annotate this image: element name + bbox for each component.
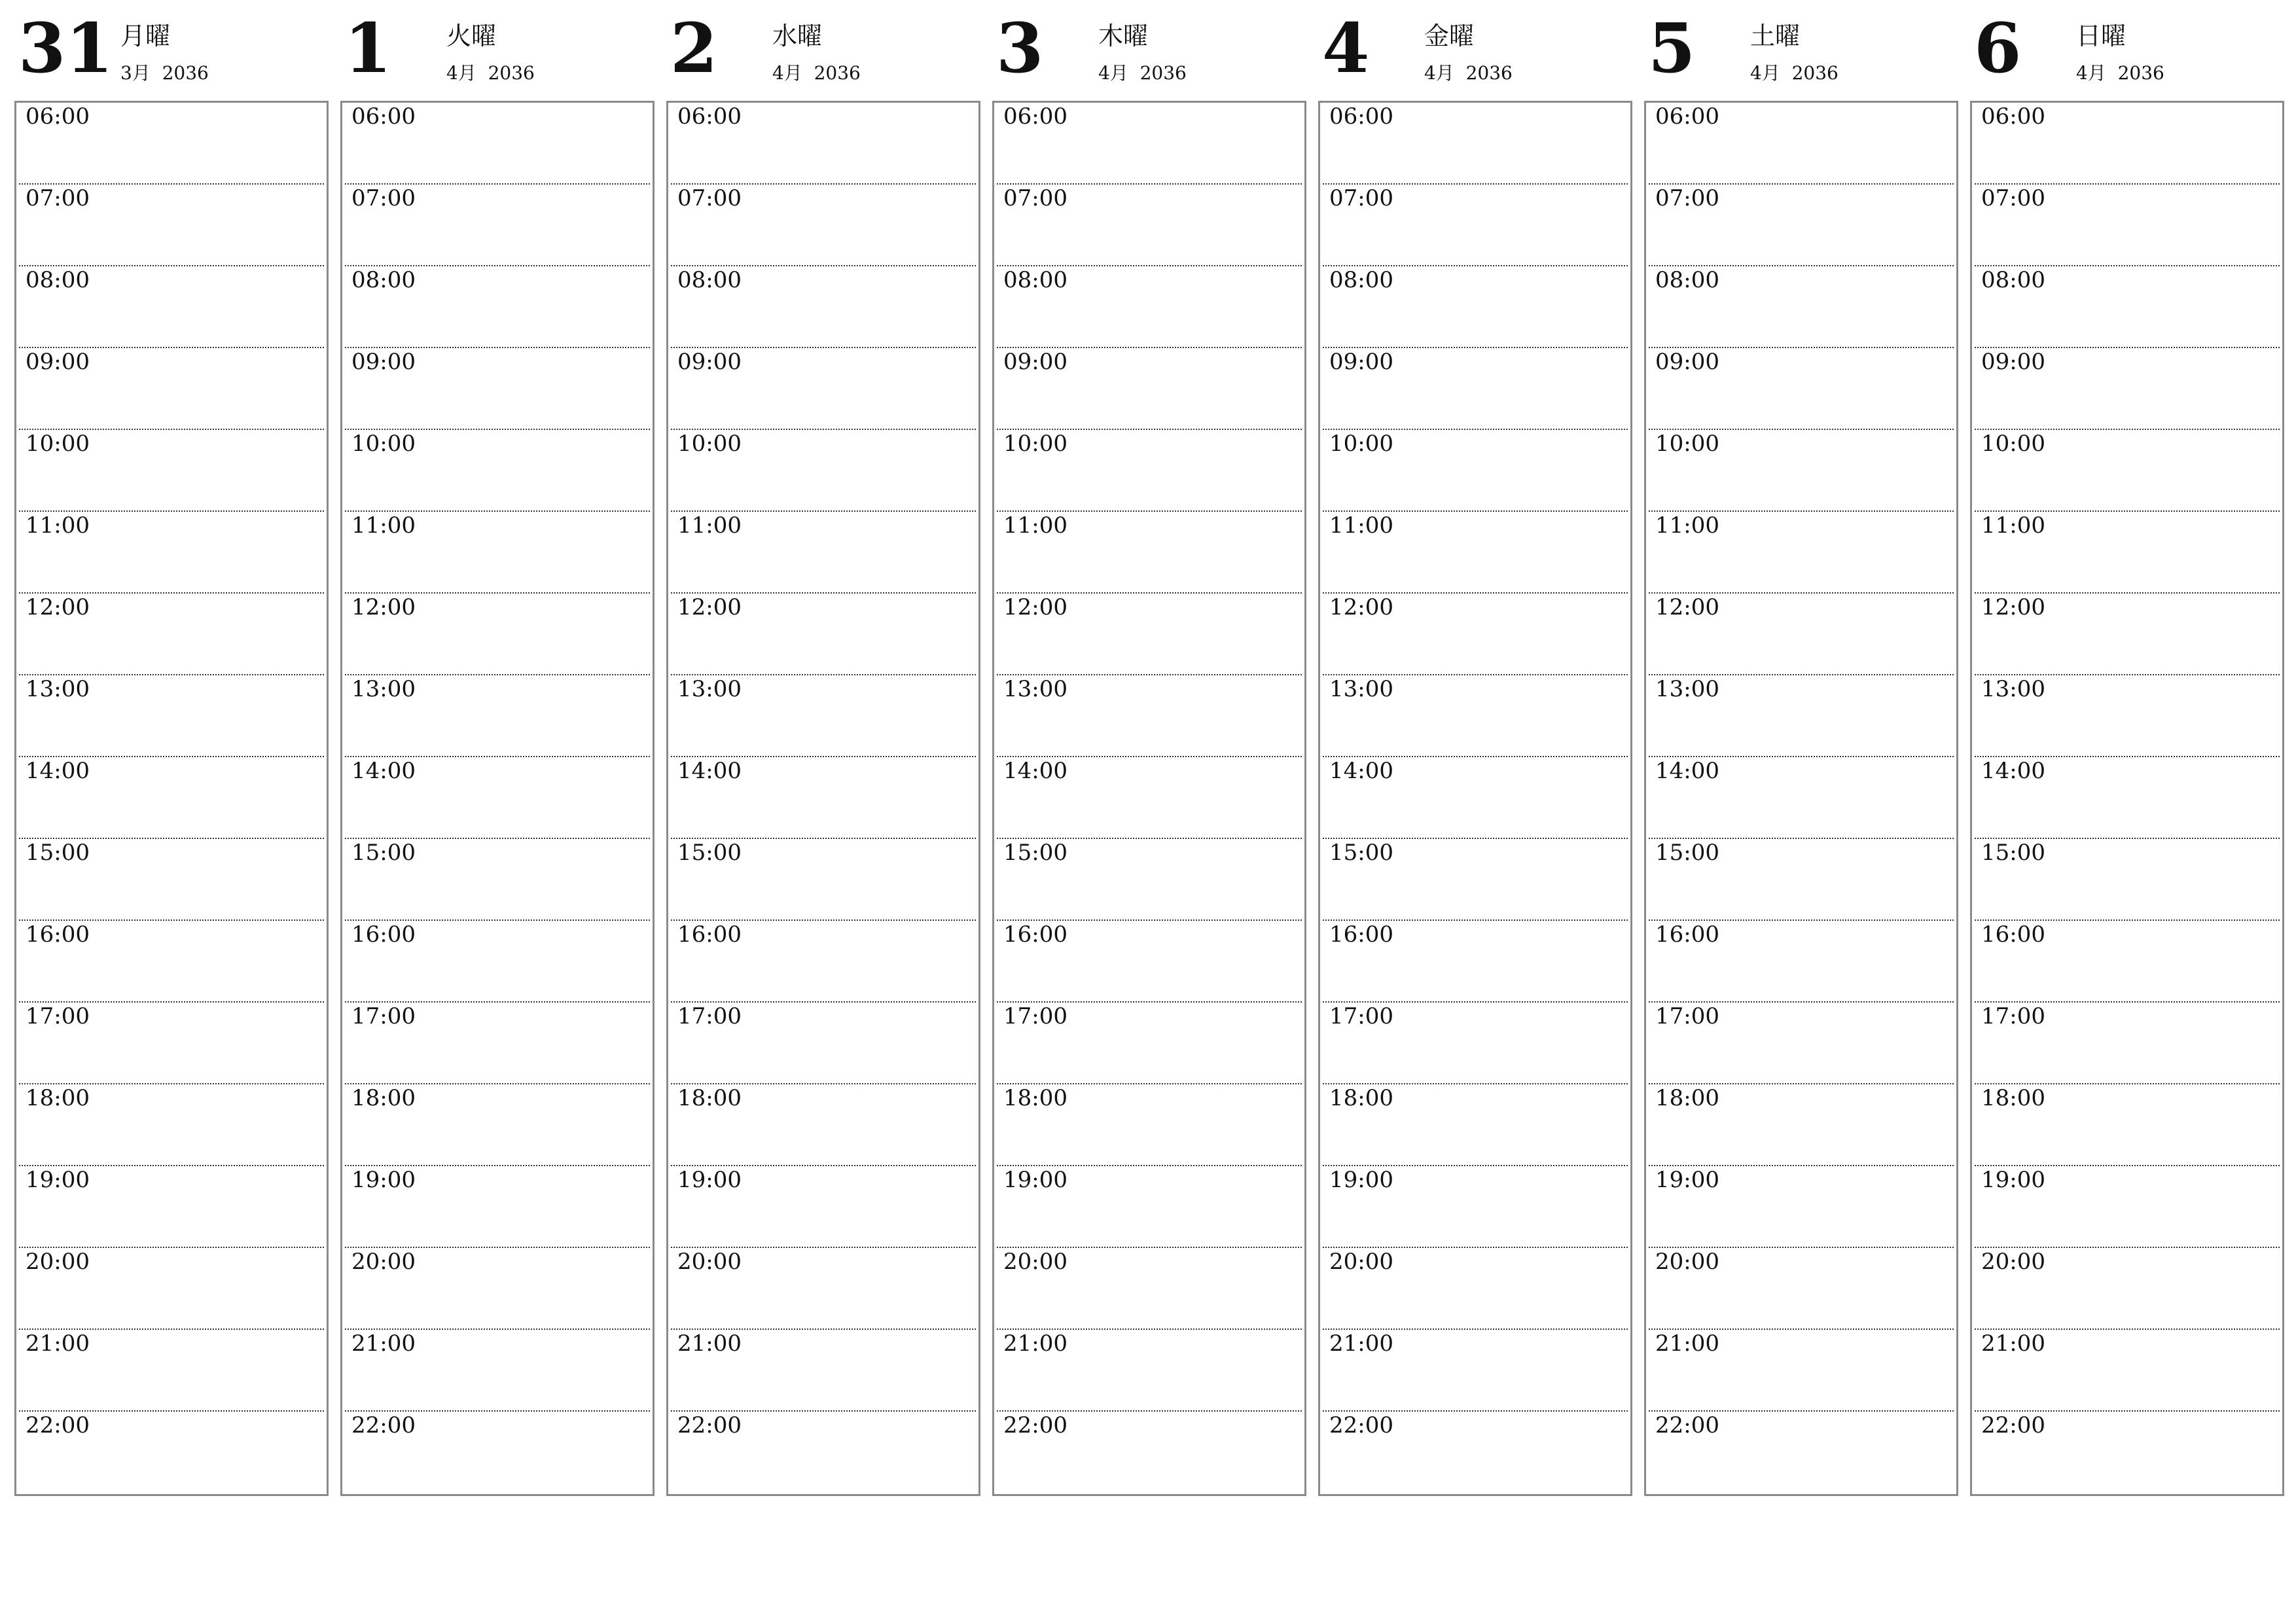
day-schedule-box[interactable] bbox=[666, 101, 980, 1496]
time-slot[interactable] bbox=[997, 1330, 1302, 1412]
time-slot[interactable] bbox=[19, 1330, 324, 1412]
time-slot[interactable] bbox=[997, 1003, 1302, 1084]
time-label: 08:00 bbox=[351, 267, 416, 293]
month-year-label: 4月 2036 bbox=[1098, 62, 1187, 84]
month-year-label: 4月 2036 bbox=[2076, 62, 2164, 84]
time-slot[interactable] bbox=[345, 675, 650, 757]
time-label: 20:00 bbox=[1329, 1249, 1393, 1275]
time-label: 06:00 bbox=[677, 103, 742, 130]
time-slot[interactable] bbox=[671, 266, 976, 348]
time-label: 19:00 bbox=[351, 1167, 416, 1193]
time-slot[interactable] bbox=[671, 185, 976, 266]
time-label: 08:00 bbox=[1655, 267, 1719, 293]
time-slot[interactable] bbox=[345, 266, 650, 348]
month-year-label: 4月 2036 bbox=[446, 62, 535, 84]
time-slot[interactable] bbox=[671, 348, 976, 430]
time-slot[interactable] bbox=[1975, 675, 2280, 757]
day-schedule-box[interactable] bbox=[992, 101, 1306, 1496]
day-column bbox=[340, 8, 653, 1438]
time-label: 20:00 bbox=[26, 1249, 90, 1275]
time-label: 22:00 bbox=[26, 1412, 90, 1438]
time-slot[interactable] bbox=[671, 1248, 976, 1330]
time-label: 21:00 bbox=[1003, 1330, 1067, 1357]
day-column bbox=[1318, 8, 1631, 1438]
time-label: 08:00 bbox=[26, 267, 90, 293]
time-label: 08:00 bbox=[677, 267, 742, 293]
weekday-label: 火曜 bbox=[446, 22, 497, 50]
time-slot[interactable] bbox=[1649, 675, 1954, 757]
time-slot[interactable] bbox=[19, 185, 324, 266]
time-label: 14:00 bbox=[351, 758, 416, 784]
time-label: 20:00 bbox=[1981, 1249, 2045, 1275]
time-slot[interactable] bbox=[1975, 594, 2280, 675]
time-label: 11:00 bbox=[1003, 512, 1067, 539]
time-slot[interactable] bbox=[345, 185, 650, 266]
time-slot[interactable] bbox=[671, 430, 976, 512]
time-label: 08:00 bbox=[1329, 267, 1393, 293]
time-label: 20:00 bbox=[351, 1249, 416, 1275]
time-slot[interactable] bbox=[19, 1412, 324, 1493]
time-slot[interactable] bbox=[997, 757, 1302, 839]
time-label: 06:00 bbox=[1329, 103, 1393, 130]
time-label: 19:00 bbox=[1655, 1167, 1719, 1193]
time-slot[interactable] bbox=[671, 103, 976, 185]
time-label: 15:00 bbox=[1655, 840, 1719, 866]
time-label: 09:00 bbox=[1655, 349, 1719, 375]
time-label: 14:00 bbox=[677, 758, 742, 784]
time-slot[interactable] bbox=[1323, 1084, 1628, 1166]
time-label: 16:00 bbox=[26, 921, 90, 948]
time-label: 07:00 bbox=[677, 185, 742, 211]
time-label: 15:00 bbox=[677, 840, 742, 866]
time-slot[interactable] bbox=[1323, 512, 1628, 594]
time-slot[interactable] bbox=[1649, 594, 1954, 675]
day-number: 1 bbox=[344, 8, 392, 88]
time-label: 16:00 bbox=[677, 921, 742, 948]
time-slot[interactable] bbox=[1975, 1330, 2280, 1412]
time-slot[interactable] bbox=[345, 103, 650, 185]
day-schedule-box[interactable] bbox=[1318, 101, 1632, 1496]
day-number: 5 bbox=[1648, 8, 1696, 88]
time-label: 10:00 bbox=[26, 431, 90, 457]
time-label: 19:00 bbox=[1981, 1167, 2045, 1193]
time-slot[interactable] bbox=[1975, 1412, 2280, 1493]
time-label: 06:00 bbox=[1981, 103, 2045, 130]
weekday-label: 水曜 bbox=[772, 22, 823, 50]
time-slot[interactable] bbox=[345, 1248, 650, 1330]
time-slot[interactable] bbox=[1323, 1166, 1628, 1248]
time-label: 07:00 bbox=[1003, 185, 1067, 211]
time-label: 20:00 bbox=[1655, 1249, 1719, 1275]
time-label: 19:00 bbox=[26, 1167, 90, 1193]
time-label: 19:00 bbox=[1329, 1167, 1393, 1193]
time-label: 20:00 bbox=[677, 1249, 742, 1275]
time-slot[interactable] bbox=[997, 512, 1302, 594]
time-slot[interactable] bbox=[1323, 1003, 1628, 1084]
time-slot[interactable] bbox=[671, 1412, 976, 1493]
time-slot[interactable] bbox=[19, 839, 324, 921]
time-label: 14:00 bbox=[1003, 758, 1067, 784]
time-slot[interactable] bbox=[997, 430, 1302, 512]
time-label: 13:00 bbox=[1655, 676, 1719, 702]
time-slot[interactable] bbox=[1323, 921, 1628, 1003]
time-slot[interactable] bbox=[19, 1248, 324, 1330]
day-number: 4 bbox=[1322, 8, 1370, 88]
time-label: 07:00 bbox=[351, 185, 416, 211]
time-label: 16:00 bbox=[351, 921, 416, 948]
time-slot[interactable] bbox=[997, 921, 1302, 1003]
time-label: 18:00 bbox=[26, 1085, 90, 1111]
time-slot[interactable] bbox=[1649, 1003, 1954, 1084]
time-label: 12:00 bbox=[26, 594, 90, 620]
time-slot[interactable] bbox=[1649, 1412, 1954, 1493]
time-slot[interactable] bbox=[671, 594, 976, 675]
time-slot[interactable] bbox=[997, 1084, 1302, 1166]
time-label: 21:00 bbox=[1329, 1330, 1393, 1357]
time-slot[interactable] bbox=[1975, 185, 2280, 266]
time-slot[interactable] bbox=[1323, 1248, 1628, 1330]
time-label: 22:00 bbox=[677, 1412, 742, 1438]
time-slot[interactable] bbox=[1323, 594, 1628, 675]
time-label: 06:00 bbox=[1003, 103, 1067, 130]
time-slot[interactable] bbox=[1649, 185, 1954, 266]
time-label: 09:00 bbox=[677, 349, 742, 375]
time-slot[interactable] bbox=[1649, 430, 1954, 512]
time-label: 15:00 bbox=[26, 840, 90, 866]
time-slot[interactable] bbox=[1323, 348, 1628, 430]
time-label: 16:00 bbox=[1003, 921, 1067, 948]
time-label: 18:00 bbox=[677, 1085, 742, 1111]
time-label: 07:00 bbox=[26, 185, 90, 211]
time-label: 11:00 bbox=[26, 512, 90, 539]
time-label: 17:00 bbox=[677, 1003, 742, 1029]
time-label: 09:00 bbox=[1003, 349, 1067, 375]
time-slot[interactable] bbox=[671, 512, 976, 594]
time-label: 21:00 bbox=[677, 1330, 742, 1357]
time-label: 10:00 bbox=[1981, 431, 2045, 457]
time-label: 15:00 bbox=[351, 840, 416, 866]
day-schedule-box[interactable] bbox=[14, 101, 329, 1496]
time-label: 10:00 bbox=[677, 431, 742, 457]
weekday-label: 土曜 bbox=[1750, 22, 1801, 50]
weekday-label: 日曜 bbox=[2076, 22, 2126, 50]
time-slot[interactable] bbox=[1649, 1084, 1954, 1166]
time-slot[interactable] bbox=[997, 103, 1302, 185]
time-slot[interactable] bbox=[1975, 1003, 2280, 1084]
time-label: 14:00 bbox=[26, 758, 90, 784]
time-label: 17:00 bbox=[1981, 1003, 2045, 1029]
time-slot[interactable] bbox=[997, 1412, 1302, 1493]
day-schedule-box[interactable] bbox=[1970, 101, 2284, 1496]
time-label: 17:00 bbox=[351, 1003, 416, 1029]
time-slot[interactable] bbox=[1323, 839, 1628, 921]
time-label: 14:00 bbox=[1981, 758, 2045, 784]
time-slot[interactable] bbox=[1323, 1330, 1628, 1412]
time-label: 22:00 bbox=[351, 1412, 416, 1438]
day-schedule-box[interactable] bbox=[340, 101, 655, 1496]
time-slot[interactable] bbox=[1975, 757, 2280, 839]
time-slot[interactable] bbox=[1649, 103, 1954, 185]
day-number: 3 bbox=[996, 8, 1044, 88]
time-label: 13:00 bbox=[351, 676, 416, 702]
time-label: 22:00 bbox=[1003, 1412, 1067, 1438]
time-label: 11:00 bbox=[1329, 512, 1393, 539]
day-header bbox=[14, 8, 327, 99]
time-label: 22:00 bbox=[1329, 1412, 1393, 1438]
time-slot[interactable] bbox=[1323, 430, 1628, 512]
time-slot[interactable] bbox=[345, 348, 650, 430]
time-slot[interactable] bbox=[671, 1003, 976, 1084]
time-slot[interactable] bbox=[1649, 1330, 1954, 1412]
time-slot[interactable] bbox=[19, 675, 324, 757]
time-slot[interactable] bbox=[345, 594, 650, 675]
time-label: 11:00 bbox=[1655, 512, 1719, 539]
time-label: 11:00 bbox=[1981, 512, 2045, 539]
time-slot[interactable] bbox=[345, 1412, 650, 1493]
time-slot[interactable] bbox=[345, 757, 650, 839]
time-slot[interactable] bbox=[19, 757, 324, 839]
time-label: 15:00 bbox=[1003, 840, 1067, 866]
day-number: 6 bbox=[1974, 8, 2022, 88]
time-label: 12:00 bbox=[1655, 594, 1719, 620]
day-number: 31 bbox=[18, 8, 113, 88]
time-label: 13:00 bbox=[1981, 676, 2045, 702]
time-label: 16:00 bbox=[1329, 921, 1393, 948]
time-label: 12:00 bbox=[1003, 594, 1067, 620]
time-slot[interactable] bbox=[1323, 1412, 1628, 1493]
time-slot[interactable] bbox=[1649, 1248, 1954, 1330]
time-label: 19:00 bbox=[1003, 1167, 1067, 1193]
day-header bbox=[1644, 8, 1957, 99]
time-slot[interactable] bbox=[1975, 512, 2280, 594]
time-label: 11:00 bbox=[677, 512, 742, 539]
time-slot[interactable] bbox=[671, 757, 976, 839]
time-slot[interactable] bbox=[345, 430, 650, 512]
time-slot[interactable] bbox=[1649, 348, 1954, 430]
time-label: 09:00 bbox=[26, 349, 90, 375]
day-header bbox=[340, 8, 653, 99]
time-slot[interactable] bbox=[19, 1166, 324, 1248]
time-slot[interactable] bbox=[1975, 839, 2280, 921]
time-label: 16:00 bbox=[1981, 921, 2045, 948]
time-label: 06:00 bbox=[351, 103, 416, 130]
day-column bbox=[992, 8, 1305, 1438]
time-slot[interactable] bbox=[997, 266, 1302, 348]
time-label: 12:00 bbox=[1329, 594, 1393, 620]
time-label: 14:00 bbox=[1329, 758, 1393, 784]
time-slot[interactable] bbox=[345, 1003, 650, 1084]
time-label: 18:00 bbox=[1655, 1085, 1719, 1111]
month-year-label: 4月 2036 bbox=[1424, 62, 1513, 84]
time-label: 17:00 bbox=[1329, 1003, 1393, 1029]
time-label: 17:00 bbox=[1003, 1003, 1067, 1029]
time-label: 18:00 bbox=[1003, 1085, 1067, 1111]
day-column bbox=[14, 8, 327, 1438]
time-slot[interactable] bbox=[671, 839, 976, 921]
time-slot[interactable] bbox=[19, 594, 324, 675]
time-slot[interactable] bbox=[19, 1003, 324, 1084]
time-label: 21:00 bbox=[1981, 1330, 2045, 1357]
time-slot[interactable] bbox=[19, 103, 324, 185]
time-label: 14:00 bbox=[1655, 758, 1719, 784]
time-slot[interactable] bbox=[1323, 675, 1628, 757]
time-slot[interactable] bbox=[671, 1166, 976, 1248]
time-slot[interactable] bbox=[671, 675, 976, 757]
time-slot[interactable] bbox=[1975, 921, 2280, 1003]
time-label: 13:00 bbox=[1003, 676, 1067, 702]
day-header bbox=[666, 8, 979, 99]
time-slot[interactable] bbox=[997, 1166, 1302, 1248]
time-slot[interactable] bbox=[345, 1330, 650, 1412]
time-label: 15:00 bbox=[1329, 840, 1393, 866]
time-label: 06:00 bbox=[26, 103, 90, 130]
weekday-label: 木曜 bbox=[1098, 22, 1149, 50]
weekday-label: 金曜 bbox=[1424, 22, 1475, 50]
time-label: 09:00 bbox=[1329, 349, 1393, 375]
time-slot[interactable] bbox=[345, 512, 650, 594]
time-label: 13:00 bbox=[1329, 676, 1393, 702]
month-year-label: 3月 2036 bbox=[120, 62, 209, 84]
time-label: 10:00 bbox=[351, 431, 416, 457]
time-slot[interactable] bbox=[19, 512, 324, 594]
time-label: 13:00 bbox=[677, 676, 742, 702]
time-slot[interactable] bbox=[1649, 512, 1954, 594]
time-slot[interactable] bbox=[345, 1166, 650, 1248]
time-label: 10:00 bbox=[1329, 431, 1393, 457]
time-slot[interactable] bbox=[997, 348, 1302, 430]
time-slot[interactable] bbox=[1323, 185, 1628, 266]
time-slot[interactable] bbox=[1975, 103, 2280, 185]
time-slot[interactable] bbox=[1975, 348, 2280, 430]
time-label: 21:00 bbox=[26, 1330, 90, 1357]
time-label: 08:00 bbox=[1981, 267, 2045, 293]
time-slot[interactable] bbox=[1649, 921, 1954, 1003]
time-slot[interactable] bbox=[345, 839, 650, 921]
time-label: 06:00 bbox=[1655, 103, 1719, 130]
day-header bbox=[1970, 8, 2283, 99]
time-slot[interactable] bbox=[1323, 103, 1628, 185]
time-slot[interactable] bbox=[1649, 757, 1954, 839]
time-slot[interactable] bbox=[671, 1084, 976, 1166]
time-slot[interactable] bbox=[1649, 266, 1954, 348]
time-label: 18:00 bbox=[351, 1085, 416, 1111]
time-slot[interactable] bbox=[1975, 1166, 2280, 1248]
time-label: 21:00 bbox=[1655, 1330, 1719, 1357]
time-label: 21:00 bbox=[351, 1330, 416, 1357]
time-label: 13:00 bbox=[26, 676, 90, 702]
day-header bbox=[1318, 8, 1631, 99]
time-label: 11:00 bbox=[351, 512, 416, 539]
time-label: 17:00 bbox=[1655, 1003, 1719, 1029]
time-slot[interactable] bbox=[19, 430, 324, 512]
day-column bbox=[666, 8, 979, 1438]
time-label: 17:00 bbox=[26, 1003, 90, 1029]
time-slot[interactable] bbox=[1323, 266, 1628, 348]
day-column bbox=[1644, 8, 1957, 1438]
time-slot[interactable] bbox=[19, 348, 324, 430]
time-slot[interactable] bbox=[997, 185, 1302, 266]
time-label: 22:00 bbox=[1981, 1412, 2045, 1438]
time-slot[interactable] bbox=[1975, 1248, 2280, 1330]
time-slot[interactable] bbox=[19, 921, 324, 1003]
day-number: 2 bbox=[670, 8, 718, 88]
time-slot[interactable] bbox=[19, 1084, 324, 1166]
time-label: 20:00 bbox=[1003, 1249, 1067, 1275]
time-slot[interactable] bbox=[997, 594, 1302, 675]
month-year-label: 4月 2036 bbox=[772, 62, 861, 84]
time-slot[interactable] bbox=[1649, 839, 1954, 921]
time-label: 12:00 bbox=[677, 594, 742, 620]
time-label: 18:00 bbox=[1329, 1085, 1393, 1111]
time-label: 07:00 bbox=[1329, 185, 1393, 211]
time-slot[interactable] bbox=[997, 839, 1302, 921]
time-label: 08:00 bbox=[1003, 267, 1067, 293]
time-label: 15:00 bbox=[1981, 840, 2045, 866]
time-label: 09:00 bbox=[1981, 349, 2045, 375]
month-year-label: 4月 2036 bbox=[1750, 62, 1839, 84]
time-slot[interactable] bbox=[19, 266, 324, 348]
time-label: 07:00 bbox=[1655, 185, 1719, 211]
time-label: 10:00 bbox=[1003, 431, 1067, 457]
time-label: 18:00 bbox=[1981, 1085, 2045, 1111]
time-slot[interactable] bbox=[671, 921, 976, 1003]
time-slot[interactable] bbox=[1975, 1084, 2280, 1166]
time-label: 10:00 bbox=[1655, 431, 1719, 457]
time-label: 07:00 bbox=[1981, 185, 2045, 211]
day-header bbox=[992, 8, 1305, 99]
time-label: 22:00 bbox=[1655, 1412, 1719, 1438]
time-slot[interactable] bbox=[1649, 1166, 1954, 1248]
time-label: 12:00 bbox=[1981, 594, 2045, 620]
time-slot[interactable] bbox=[671, 1330, 976, 1412]
time-slot[interactable] bbox=[1323, 757, 1628, 839]
time-slot[interactable] bbox=[1975, 266, 2280, 348]
time-slot[interactable] bbox=[345, 1084, 650, 1166]
time-slot[interactable] bbox=[997, 1248, 1302, 1330]
time-label: 16:00 bbox=[1655, 921, 1719, 948]
time-slot[interactable] bbox=[997, 675, 1302, 757]
time-label: 19:00 bbox=[677, 1167, 742, 1193]
day-schedule-box[interactable] bbox=[1644, 101, 1958, 1496]
time-label: 09:00 bbox=[351, 349, 416, 375]
time-slot[interactable] bbox=[1975, 430, 2280, 512]
time-label: 12:00 bbox=[351, 594, 416, 620]
time-slot[interactable] bbox=[345, 921, 650, 1003]
day-column bbox=[1970, 8, 2283, 1438]
weekday-label: 月曜 bbox=[120, 22, 171, 50]
